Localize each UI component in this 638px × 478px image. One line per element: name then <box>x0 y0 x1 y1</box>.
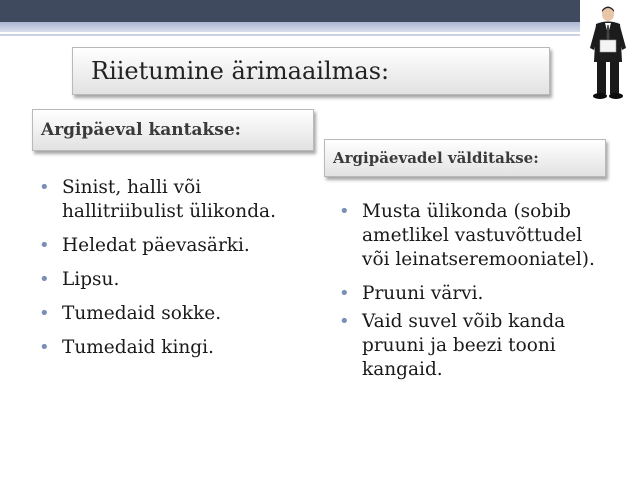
list-item <box>34 176 306 224</box>
businessman-illustration <box>584 4 632 100</box>
list-item-text: Lipsu. <box>62 269 120 290</box>
list-item-text: Heledat päevasärki. <box>62 235 250 256</box>
top-band-line <box>0 34 580 36</box>
bullet-icon: • <box>39 337 50 358</box>
list-item-text: Pruuni värvi. <box>362 283 484 304</box>
list-item <box>334 200 604 272</box>
bullet-icon: • <box>339 283 350 304</box>
list-item-text: Tumedaid kingi. <box>62 337 214 358</box>
slide-title-text: Riietumine ärimaailmas: <box>91 57 390 85</box>
bullet-icon: • <box>39 177 50 198</box>
right-bullet-list <box>334 200 604 392</box>
list-item <box>34 302 306 326</box>
right-column-heading <box>324 139 606 177</box>
bullet-icon: • <box>39 303 50 324</box>
list-item-text: Musta ülikonda (sobib ametlikel vastuvõttudel või leinatseremooniatel). <box>362 201 595 270</box>
top-band-gradient <box>0 22 580 32</box>
list-item <box>334 310 604 382</box>
list-item <box>34 268 306 292</box>
bullet-icon: • <box>339 311 350 332</box>
list-item-text: Vaid suvel võib kanda pruuni ja beezi tooni kangaid. <box>362 311 566 380</box>
left-column-heading <box>32 109 314 151</box>
left-bullet-list <box>34 176 306 370</box>
slide-title <box>72 47 550 95</box>
list-item <box>34 336 306 360</box>
left-heading-text: Argipäeval kantakse: <box>41 120 241 140</box>
bullet-icon: • <box>339 201 350 222</box>
bullet-icon: • <box>39 235 50 256</box>
right-heading-text: Argipäevadel välditakse: <box>333 149 539 167</box>
list-item-text: Tumedaid sokke. <box>62 303 222 324</box>
list-item <box>334 282 604 306</box>
bullet-icon: • <box>39 269 50 290</box>
list-item-text: Sinist, halli või hallitriibulist ülikonda. <box>62 177 276 222</box>
top-band <box>0 0 580 22</box>
list-item <box>34 234 306 258</box>
